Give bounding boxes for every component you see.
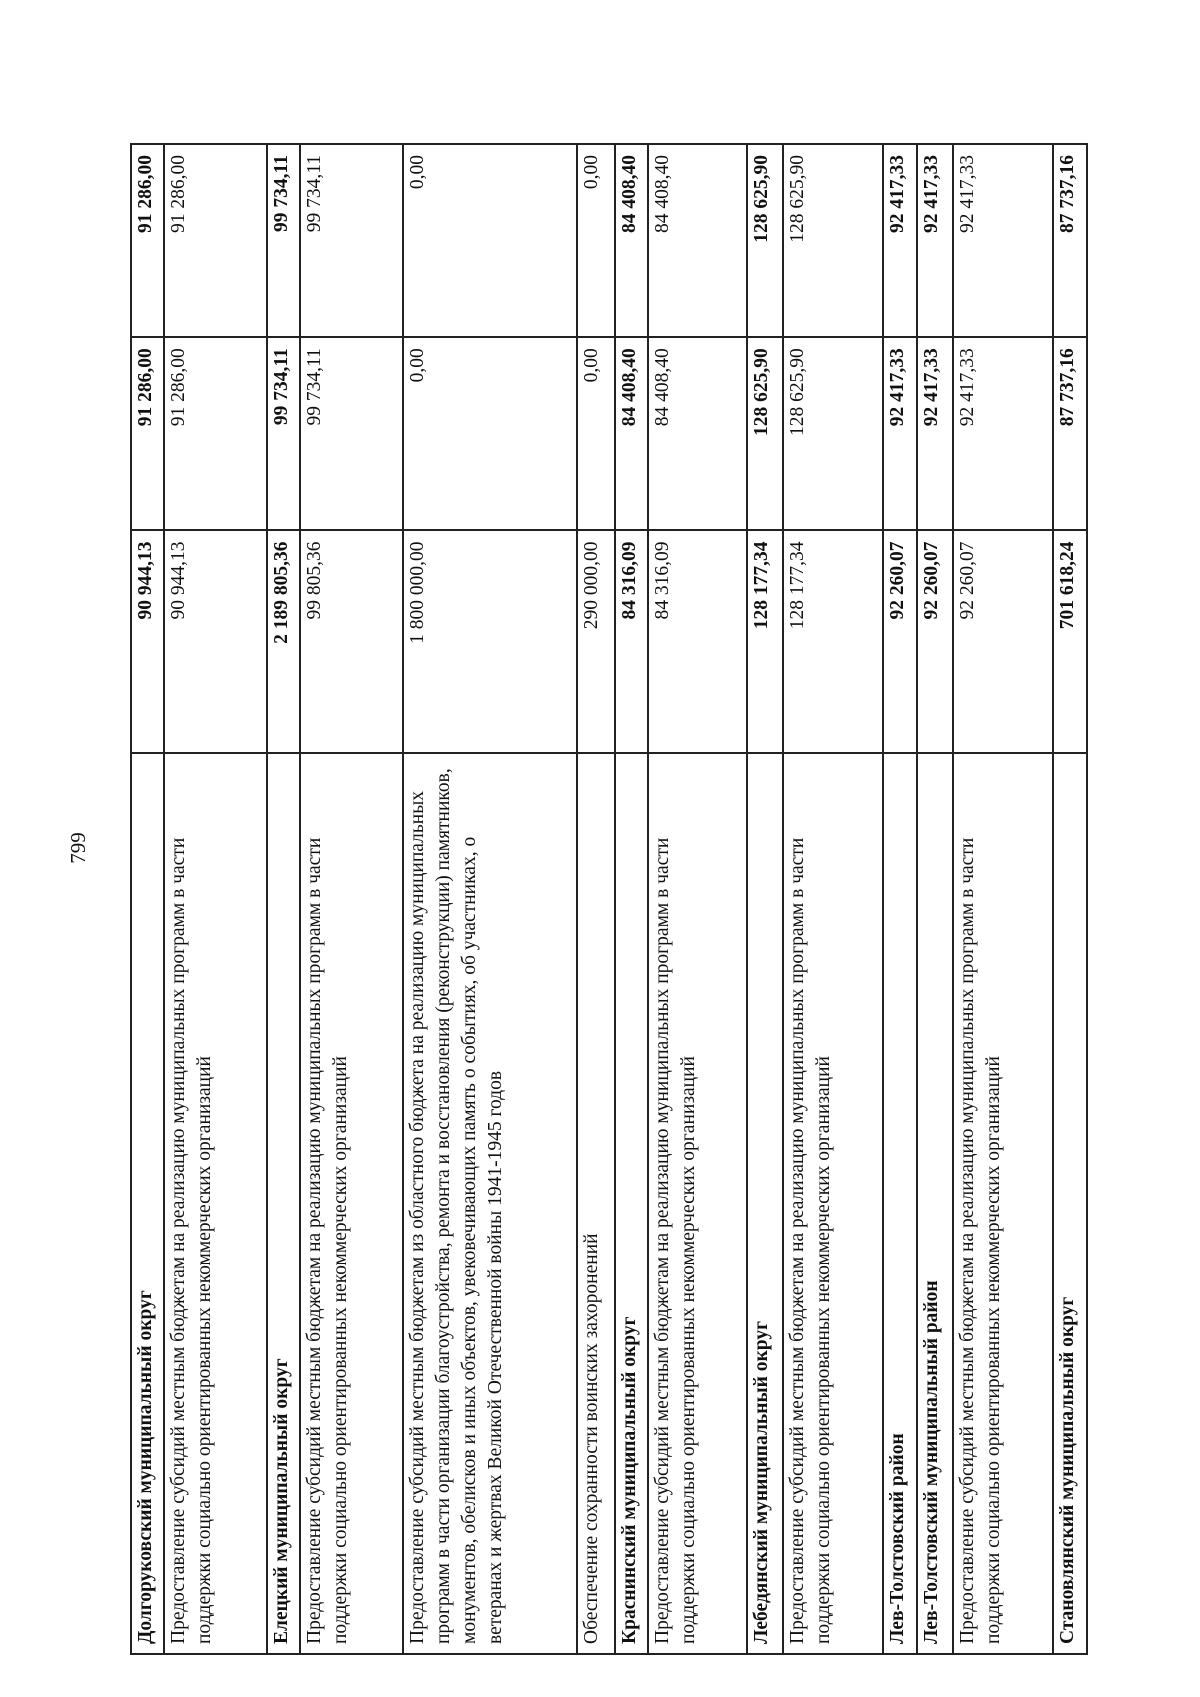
row-name-cell: Предоставление субсидий местным бюджетам на реализацию муниципальных программ в части поддержки социально ориентированных некоммерческих организаций (953, 753, 1053, 1654)
value-1-cell: 2 189 805,36 (267, 530, 300, 752)
value-1-cell: 90 944,13 (164, 530, 267, 752)
value-2-cell: 0,00 (577, 337, 615, 530)
row-name-cell: Обеспечение сохранности воинских захоронений (577, 753, 615, 1654)
value-2-cell: 92 417,33 (917, 337, 953, 530)
value-1-cell: 92 260,07 (883, 530, 917, 752)
table-row (577, 144, 615, 1654)
value-2-cell: 87 737,16 (1053, 337, 1087, 530)
table-row (164, 144, 267, 1654)
value-3-cell: 128 625,90 (747, 144, 783, 337)
rotated-table-container (130, 143, 1078, 1655)
value-1-cell: 290 000,00 (577, 530, 615, 752)
page-number: 799 (66, 832, 90, 864)
value-1-cell: 84 316,09 (615, 530, 648, 752)
row-name-cell: Лебедянский муниципальный округ (747, 753, 783, 1654)
value-1-cell: 701 618,24 (1053, 530, 1087, 752)
budget-table-body (131, 144, 1087, 1654)
value-3-cell: 99 734,11 (300, 144, 403, 337)
value-2-cell: 91 286,00 (131, 337, 164, 530)
value-2-cell: 91 286,00 (164, 337, 267, 530)
row-name-cell: Елецкий муниципальный округ (267, 753, 300, 1654)
section-row (1053, 144, 1087, 1654)
value-2-cell: 84 408,40 (648, 337, 747, 530)
value-3-cell: 0,00 (577, 144, 615, 337)
row-name-cell: Предоставление субсидий местным бюджетам на реализацию муниципальных программ в части поддержки социально ориентированных некоммерческих организаций (300, 753, 403, 1654)
table-row (953, 144, 1053, 1654)
section-row (267, 144, 300, 1654)
value-2-cell: 128 625,90 (783, 337, 883, 530)
section-row (747, 144, 783, 1654)
value-1-cell: 92 260,07 (917, 530, 953, 752)
value-3-cell: 91 286,00 (164, 144, 267, 337)
row-name-cell: Предоставление субсидий местным бюджетам на реализацию муниципальных программ в части поддержки социально ориентированных некоммерческих организаций (164, 753, 267, 1654)
section-row (883, 144, 917, 1654)
value-3-cell: 92 417,33 (917, 144, 953, 337)
table-row (403, 144, 577, 1654)
row-name-cell: Лев-Толстовский район (883, 753, 917, 1654)
row-name-cell: Предоставление субсидий местным бюджетам из областного бюджета на реализацию муниципальных программ в части организации благоустройства, ремонта и восстановления (реконструкции) памятников, монументов, обелисков и иных объектов, увековечивающих память о событиях, об участниках, о ветеранах и жертвах Великой Отечественной войны 1941-1945 годов (403, 753, 577, 1654)
value-3-cell: 91 286,00 (131, 144, 164, 337)
value-1-cell: 128 177,34 (783, 530, 883, 752)
value-2-cell: 84 408,40 (615, 337, 648, 530)
section-row (917, 144, 953, 1654)
value-3-cell: 0,00 (403, 144, 577, 337)
section-row (615, 144, 648, 1654)
row-name-cell: Долгоруковский муниципальный округ (131, 753, 164, 1654)
value-3-cell: 92 417,33 (883, 144, 917, 337)
table-row (783, 144, 883, 1654)
value-1-cell: 1 800 000,00 (403, 530, 577, 752)
value-2-cell: 99 734,11 (300, 337, 403, 530)
value-1-cell: 84 316,09 (648, 530, 747, 752)
value-2-cell: 0,00 (403, 337, 577, 530)
value-2-cell: 92 417,33 (883, 337, 917, 530)
value-3-cell: 128 625,90 (783, 144, 883, 337)
value-1-cell: 128 177,34 (747, 530, 783, 752)
value-2-cell: 92 417,33 (953, 337, 1053, 530)
row-name-cell: Предоставление субсидий местным бюджетам на реализацию муниципальных программ в части поддержки социально ориентированных некоммерческих организаций (648, 753, 747, 1654)
value-2-cell: 99 734,11 (267, 337, 300, 530)
table-row (648, 144, 747, 1654)
row-name-cell: Предоставление субсидий местным бюджетам на реализацию муниципальных программ в части поддержки социально ориентированных некоммерческих организаций (783, 753, 883, 1654)
value-3-cell: 87 737,16 (1053, 144, 1087, 337)
value-3-cell: 84 408,40 (648, 144, 747, 337)
section-row (131, 144, 164, 1654)
table-row (300, 144, 403, 1654)
row-name-cell: Становлянский муниципальный округ (1053, 753, 1087, 1654)
value-3-cell: 84 408,40 (615, 144, 648, 337)
value-1-cell: 99 805,36 (300, 530, 403, 752)
value-2-cell: 128 625,90 (747, 337, 783, 530)
row-name-cell: Лев-Толстовский муниципальный район (917, 753, 953, 1654)
row-name-cell: Краснинский муниципальный округ (615, 753, 648, 1654)
value-1-cell: 92 260,07 (953, 530, 1053, 752)
value-1-cell: 90 944,13 (131, 530, 164, 752)
value-3-cell: 92 417,33 (953, 144, 1053, 337)
value-3-cell: 99 734,11 (267, 144, 300, 337)
budget-table (130, 143, 1088, 1655)
